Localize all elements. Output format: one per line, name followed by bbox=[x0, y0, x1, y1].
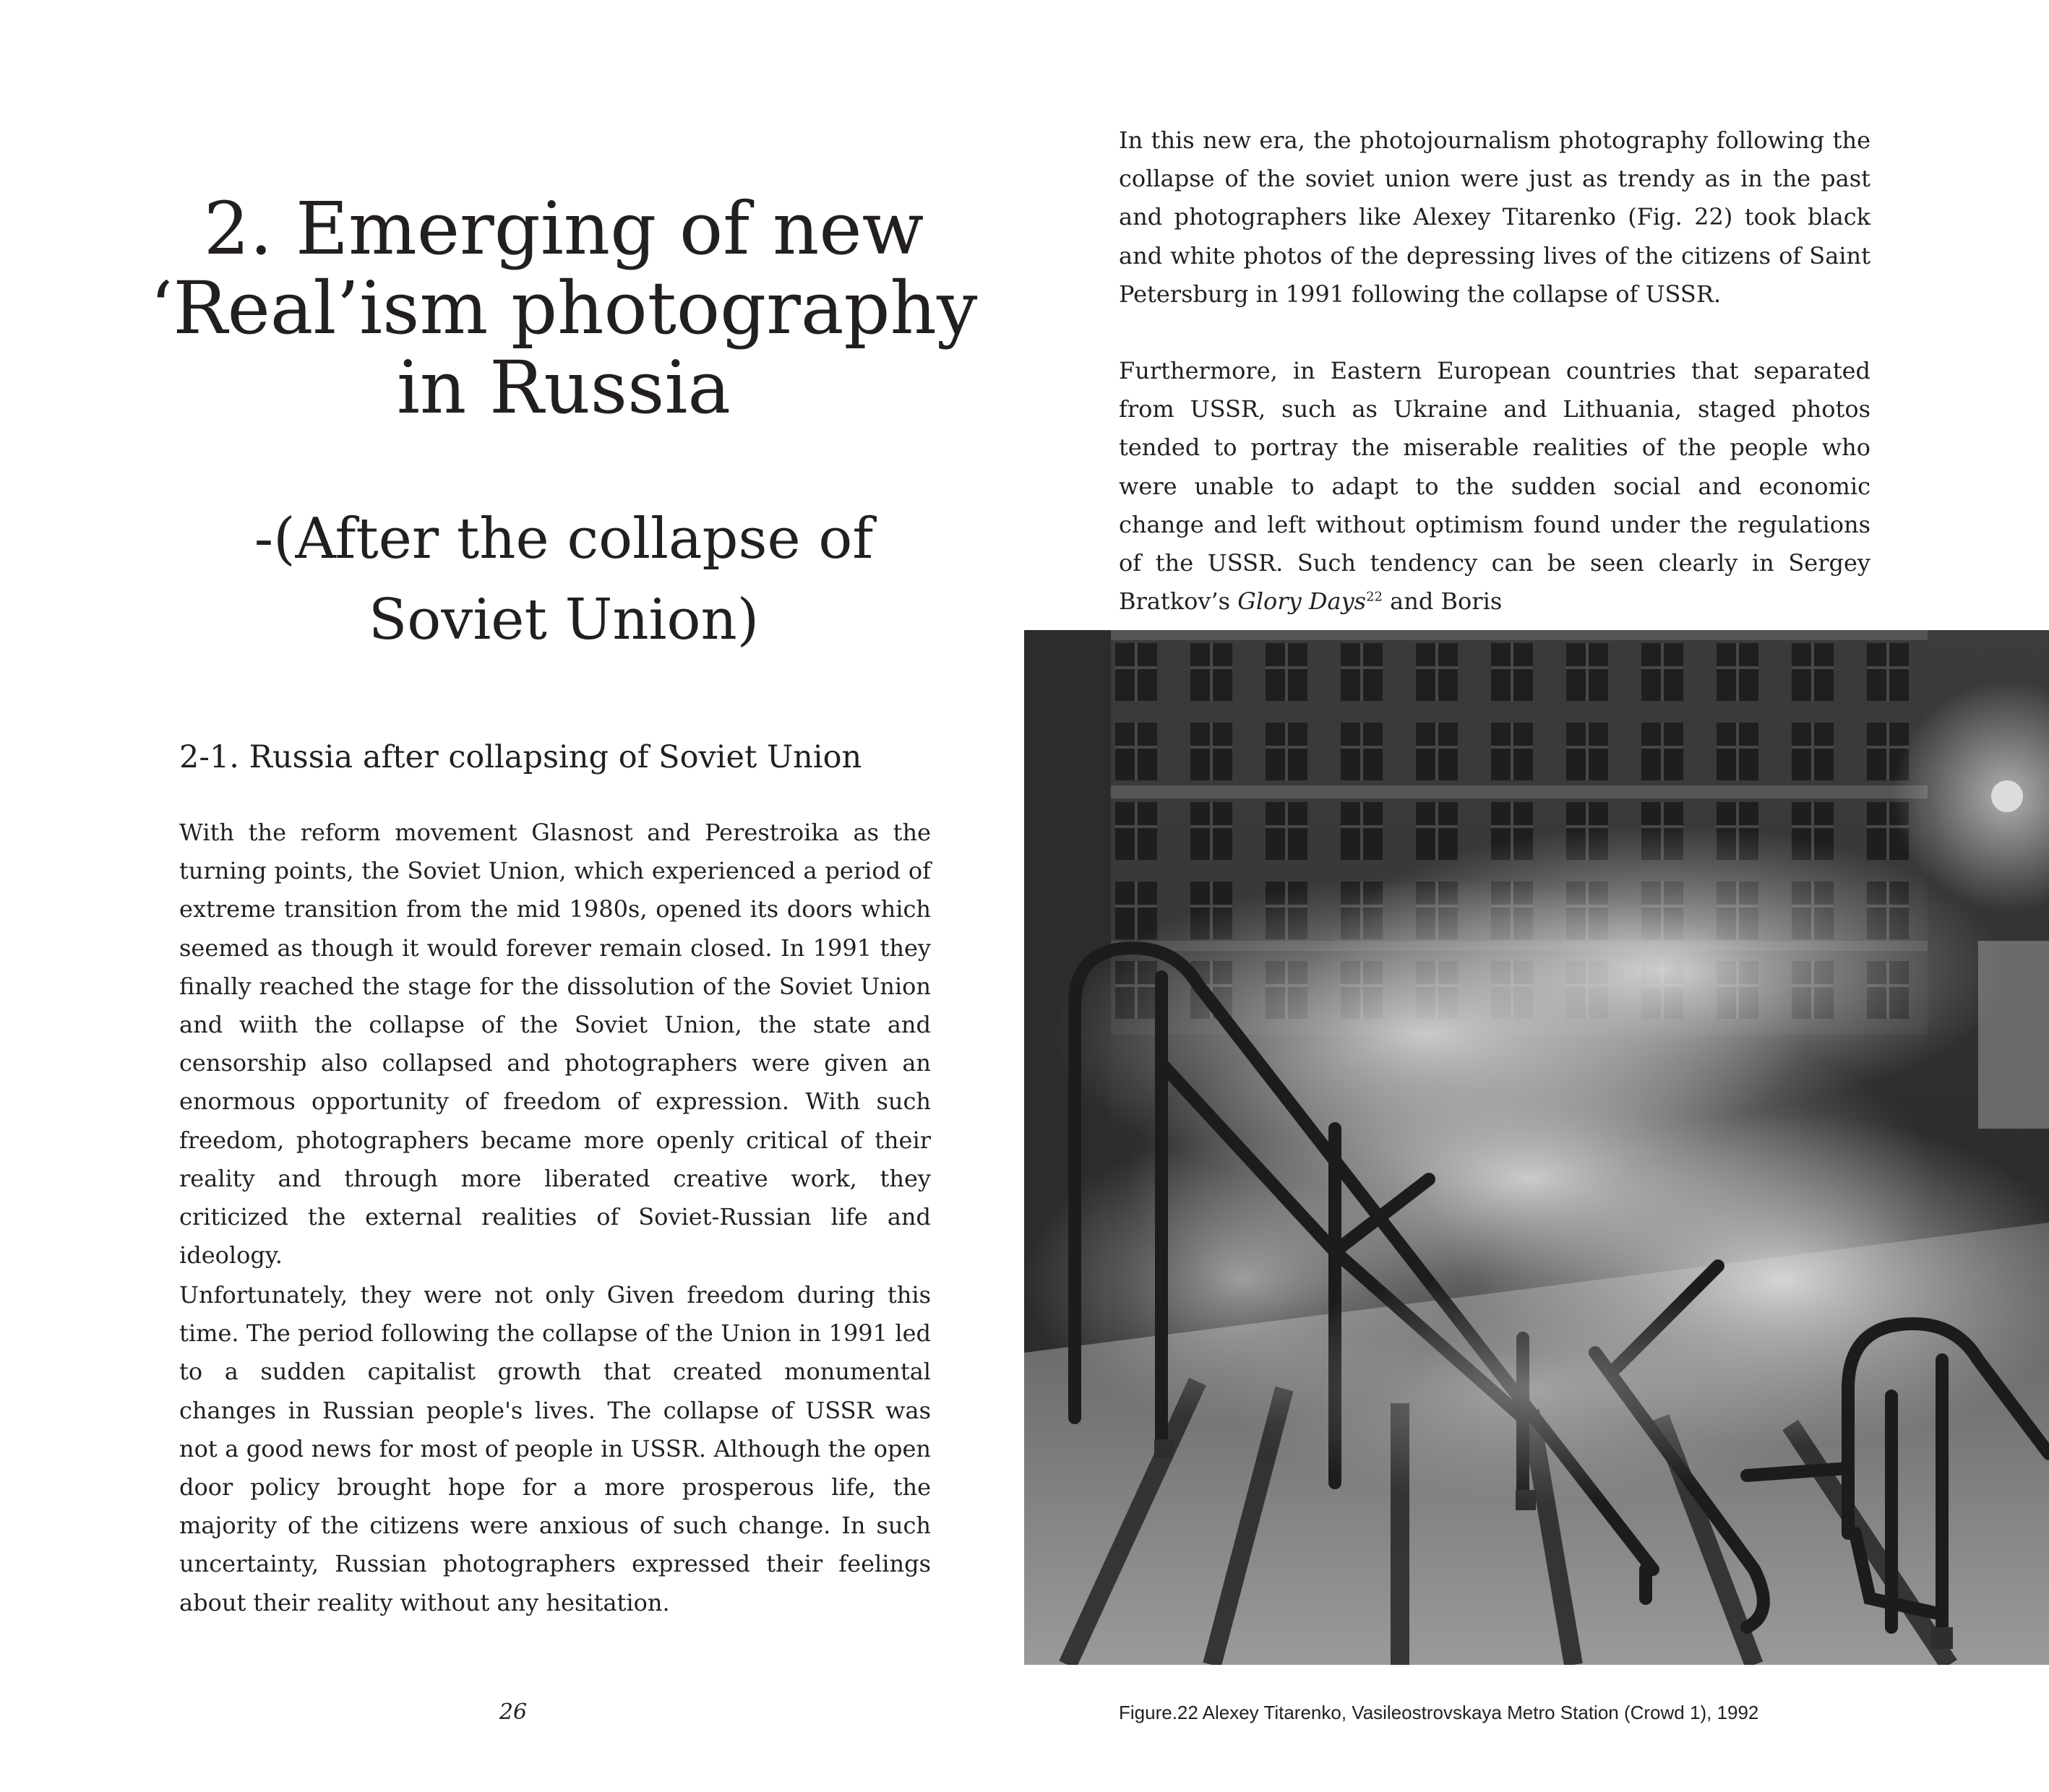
body-paragraph: With the reform movement Glasnost and Perestroika as the turning points, the Soviet Union, which experienced a period of extreme transition from the mid 1980s, opened its doors which seemed as though it would forever remain closed. In 1991 they finally reached the stage for the dissolution of the Soviet Union and wiith the collapse of the Soviet Union, the state and censorship also collapsed and photographers were given an enormous opportunity of freedom of expression. With such freedom, photographers became more openly critical of their reality and through more liberated creative work, they criticized the external realities of Soviet-Russian life and ideology. bbox=[179, 819, 931, 1270]
chapter-subtitle-line: -(After the collapse of bbox=[254, 507, 874, 572]
chapter-title-line: in Russia bbox=[396, 345, 731, 430]
figure-photo bbox=[1024, 630, 2049, 1665]
section-heading: 2-1. Russia after collapsing of Soviet Union bbox=[179, 739, 862, 775]
page-number: 26 bbox=[499, 1700, 528, 1725]
body-text-span: Furthermore, in Eastern European countries that separated from USSR, such as Ukraine and Lithuania, staged photos tended to portray the miserable realities of the people who were unable to adapt to the sudden social and economic change and left without optimism found under the regulations of the USSR. Such tendency can be seen clearly in Sergey Bratkov’s bbox=[1119, 357, 1870, 616]
artwork-title: Glory Days bbox=[1237, 587, 1367, 616]
body-text-span: and Boris bbox=[1383, 587, 1503, 616]
body-paragraph bbox=[1119, 352, 1870, 621]
chapter-title-line: ‘Real’ism photography bbox=[150, 266, 978, 350]
chapter-subtitle bbox=[130, 499, 997, 660]
chapter-subtitle-line: Soviet Union) bbox=[368, 587, 760, 652]
body-paragraph: Unfortunately, they were not only Given freedom during this time. The period following the collapse of the Union in 1991 led to a sudden capitalist growth that created monumental changes in Russian people's lives. The collapse of USSR was not a good news for most of people in USSR. Although the open door policy brought hope for a more prosperous life, the majority of the citizens were anxious of such change. In such uncertainty, Russian photographers expressed their feelings about their reality without any hesitation. bbox=[179, 1281, 931, 1616]
figure-caption: Figure.22 Alexey Titarenko, Vasileostrovskaya Metro Station (Crowd 1), 1992 bbox=[1119, 1702, 1759, 1723]
footnote-marker: 22 bbox=[1366, 589, 1383, 605]
chapter-title-line: 2. Emerging of new bbox=[203, 186, 924, 271]
metro-station-photo-illustration bbox=[1024, 630, 2049, 1665]
body-paragraph: In this new era, the photojournalism photography following the collapse of the soviet union were just as trendy as in the past and photographers like Alexey Titarenko (Fig. 22) took black and white photos of the depressing lives of the citizens of Saint Petersburg in 1991 following the collapse of USSR. bbox=[1119, 126, 1870, 308]
chapter-title bbox=[130, 186, 997, 430]
